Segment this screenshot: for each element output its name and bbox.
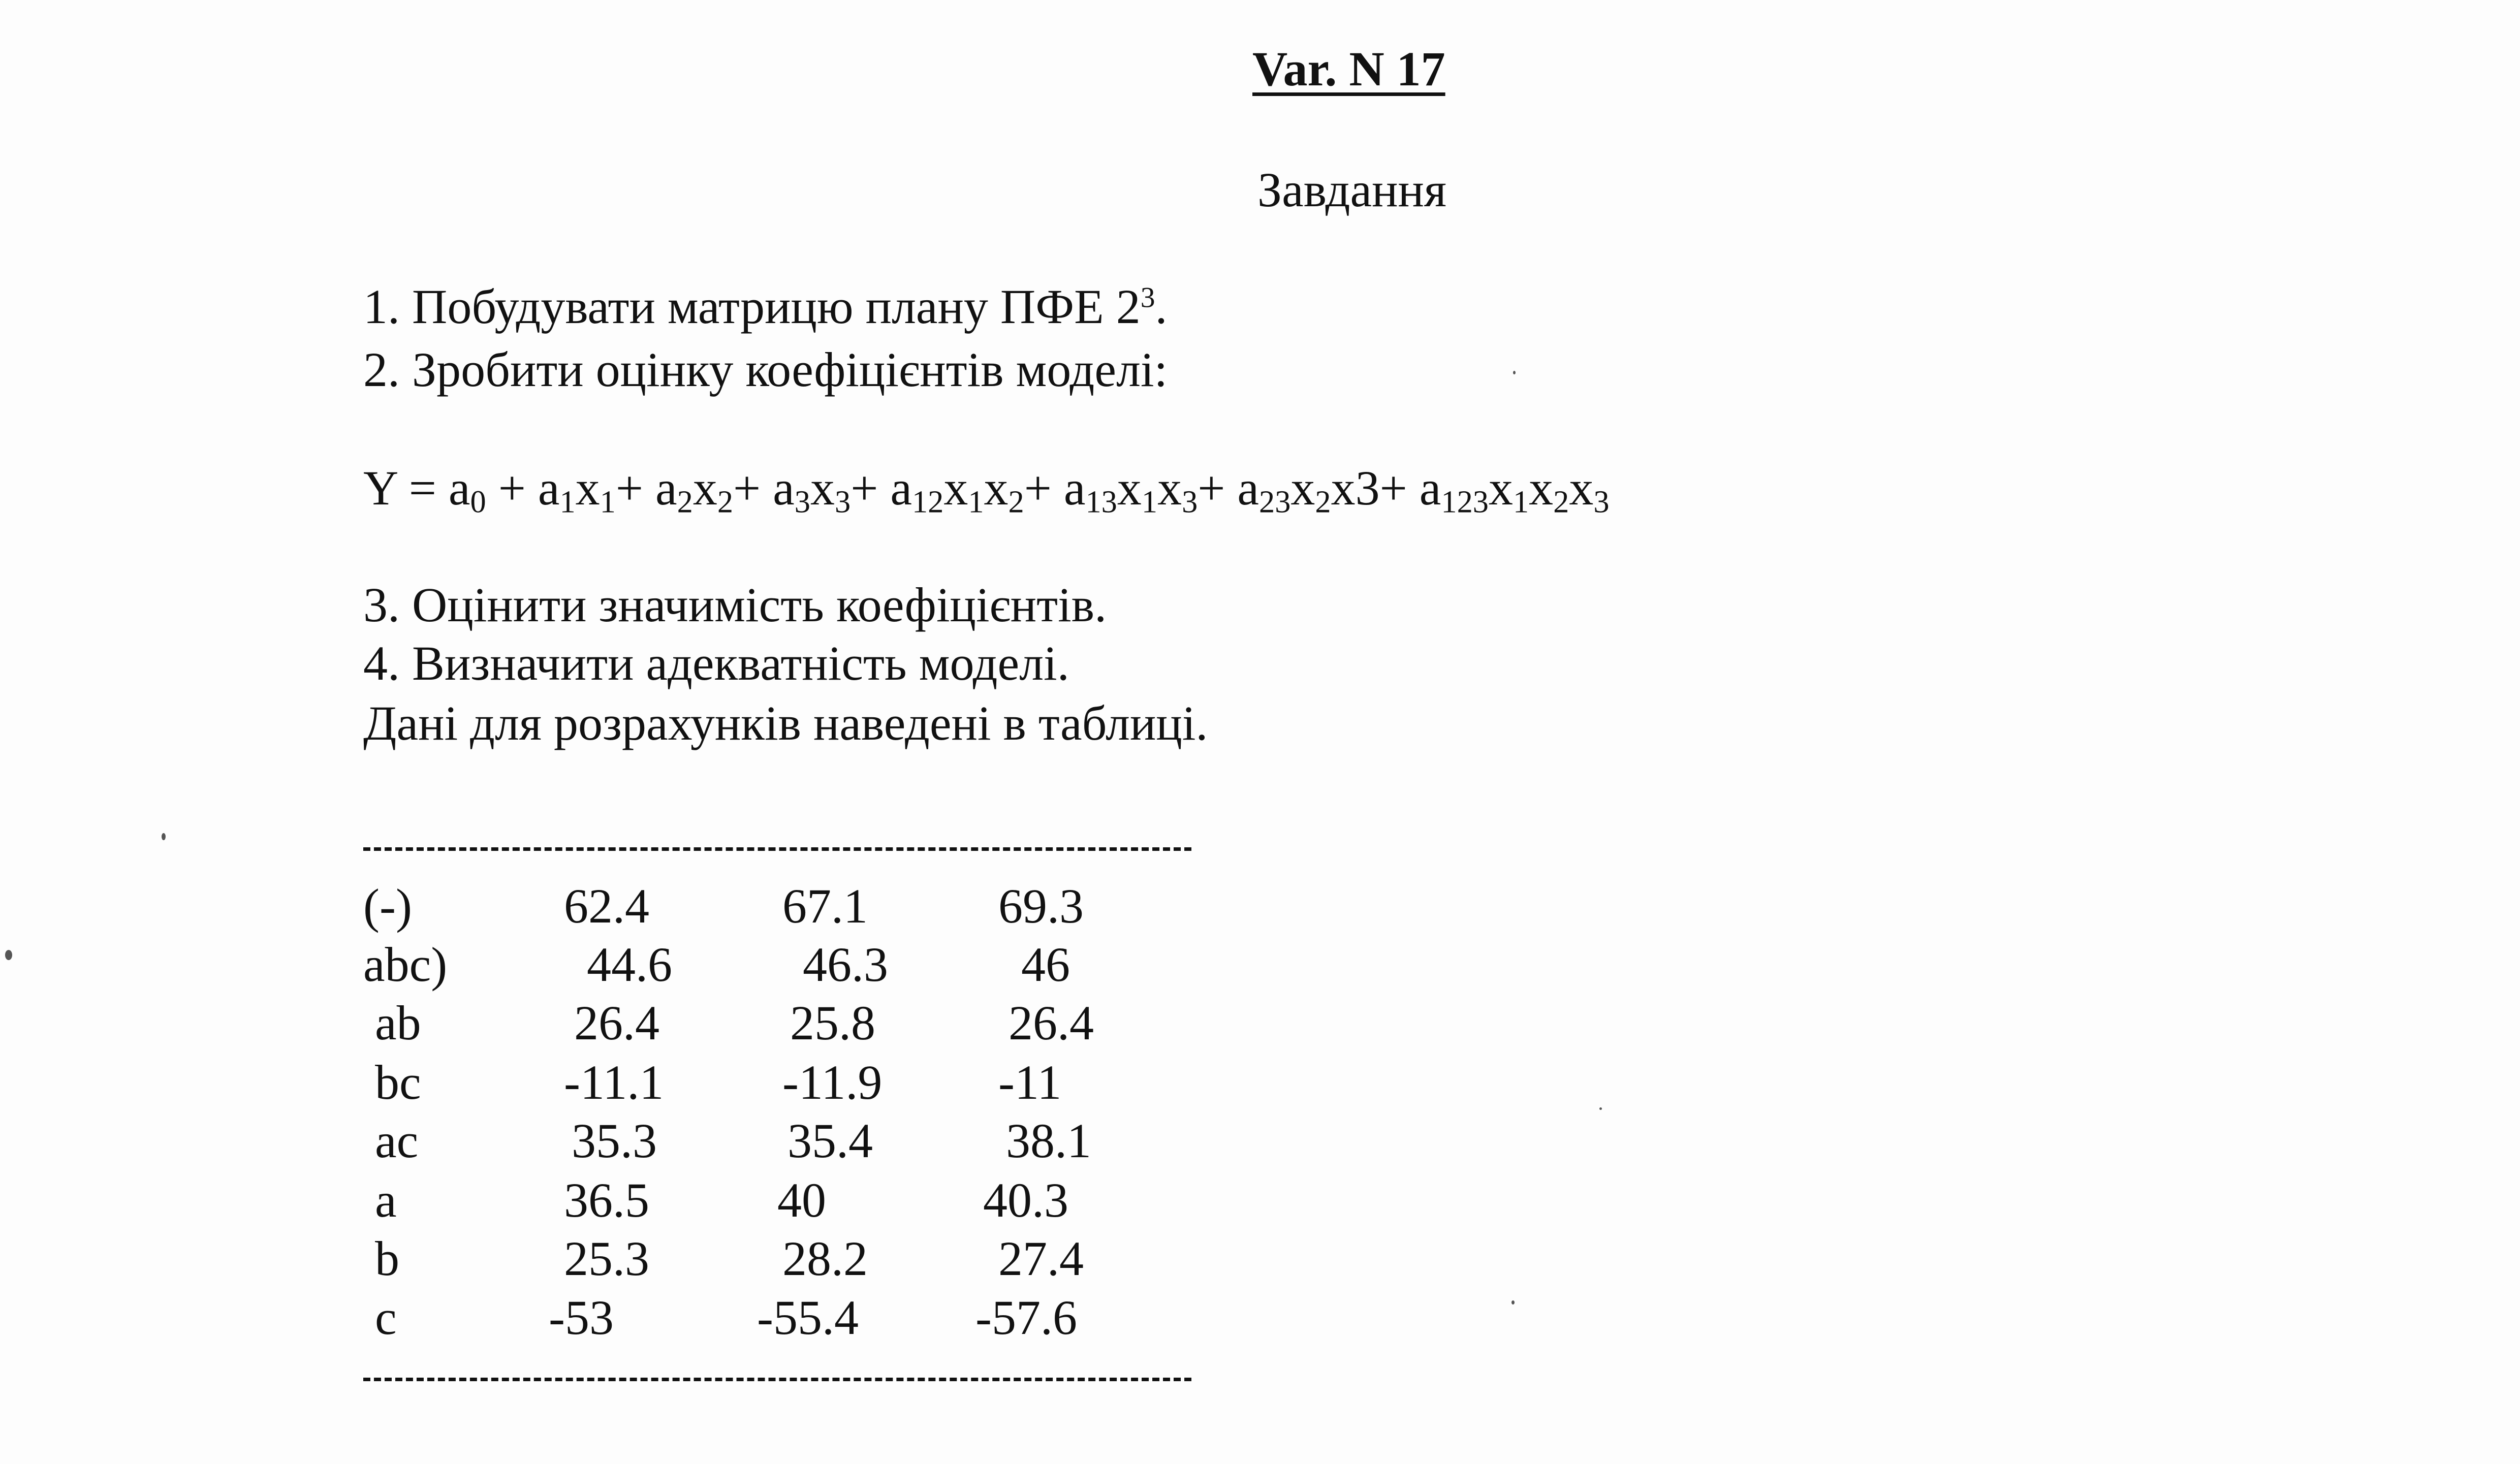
scan-speck (1511, 1300, 1515, 1304)
row-value-3: 40.3 (983, 1173, 1068, 1227)
table-row (0, 1054, 2520, 1110)
row-label: bc (375, 1055, 421, 1109)
row-label: ab (375, 996, 421, 1050)
row-label: a (375, 1173, 397, 1227)
row-value-2: 46.3 (803, 937, 888, 992)
row-value-3: -11 (998, 1055, 1062, 1109)
row-label: abc) (363, 937, 448, 992)
row-value-1: 35.3 (572, 1113, 657, 1168)
scan-speck (5, 950, 12, 960)
row-value-3: 46 (1021, 937, 1070, 992)
row-value-3: -57.6 (975, 1290, 1077, 1345)
table-row (0, 1112, 2520, 1168)
row-value-1: 44.6 (587, 937, 672, 992)
variant-title: Var. N 17 (1252, 42, 1445, 96)
table-bottom-rule (363, 1378, 1191, 1381)
task-3: 3. Оцінити значимість коефіцієнтів. (363, 578, 1107, 632)
task-2: 2. Зробити оцінку коефіцієнтів моделі: (363, 342, 1168, 397)
row-value-2: -11.9 (782, 1055, 883, 1109)
task-4: 4. Визначити адекватність моделі. (363, 636, 1069, 690)
assignment-heading: Завдання (1257, 163, 1446, 217)
row-value-1: 62.4 (564, 879, 649, 933)
row-label: c (375, 1290, 397, 1345)
table-row (0, 878, 2520, 934)
row-label: (-) (363, 879, 412, 933)
table-row (0, 1230, 2520, 1286)
row-value-3: 69.3 (998, 879, 1084, 933)
row-value-2: 28.2 (782, 1231, 868, 1286)
task-1-period: . (1155, 279, 1168, 334)
scan-speck (1599, 1107, 1602, 1110)
row-value-3: 38.1 (1006, 1113, 1091, 1168)
row-label: ac (375, 1113, 419, 1168)
row-label: b (375, 1231, 399, 1286)
model-formula: $Y = a_0 + a_1x_1+ a_2x_2+ a_3x_3+ a_{12}x_1x_2+ a_{13}x_1x_3+ a_{23}x_2x3+ a_{123}x_1x_2x_3$ (363, 461, 1610, 520)
task-1-text: 1. Побудувати матрицю плану ПФЕ 2 (363, 279, 1141, 334)
table-row (0, 936, 2520, 992)
row-value-1: 26.4 (574, 996, 659, 1050)
task-1-exponent: 3 (1140, 281, 1155, 314)
row-value-2: -55.4 (757, 1290, 859, 1345)
row-value-2: 67.1 (782, 879, 868, 933)
scan-speck (1513, 371, 1516, 374)
row-value-3: 27.4 (998, 1231, 1084, 1286)
row-value-1: -11.1 (564, 1055, 664, 1109)
table-row (0, 1289, 2520, 1345)
row-value-1: 36.5 (564, 1173, 649, 1227)
scan-speck (162, 833, 166, 840)
data-note: Дані для розрахунків наведені в таблиці. (363, 696, 1208, 750)
row-value-2: 35.4 (788, 1113, 873, 1168)
row-value-3: 26.4 (1009, 996, 1094, 1050)
table-row (0, 1172, 2520, 1228)
row-value-2: 40 (777, 1173, 826, 1227)
row-value-1: 25.3 (564, 1231, 649, 1286)
table-row (0, 995, 2520, 1051)
row-value-2: 25.8 (790, 996, 875, 1050)
row-value-1: -53 (549, 1290, 614, 1345)
